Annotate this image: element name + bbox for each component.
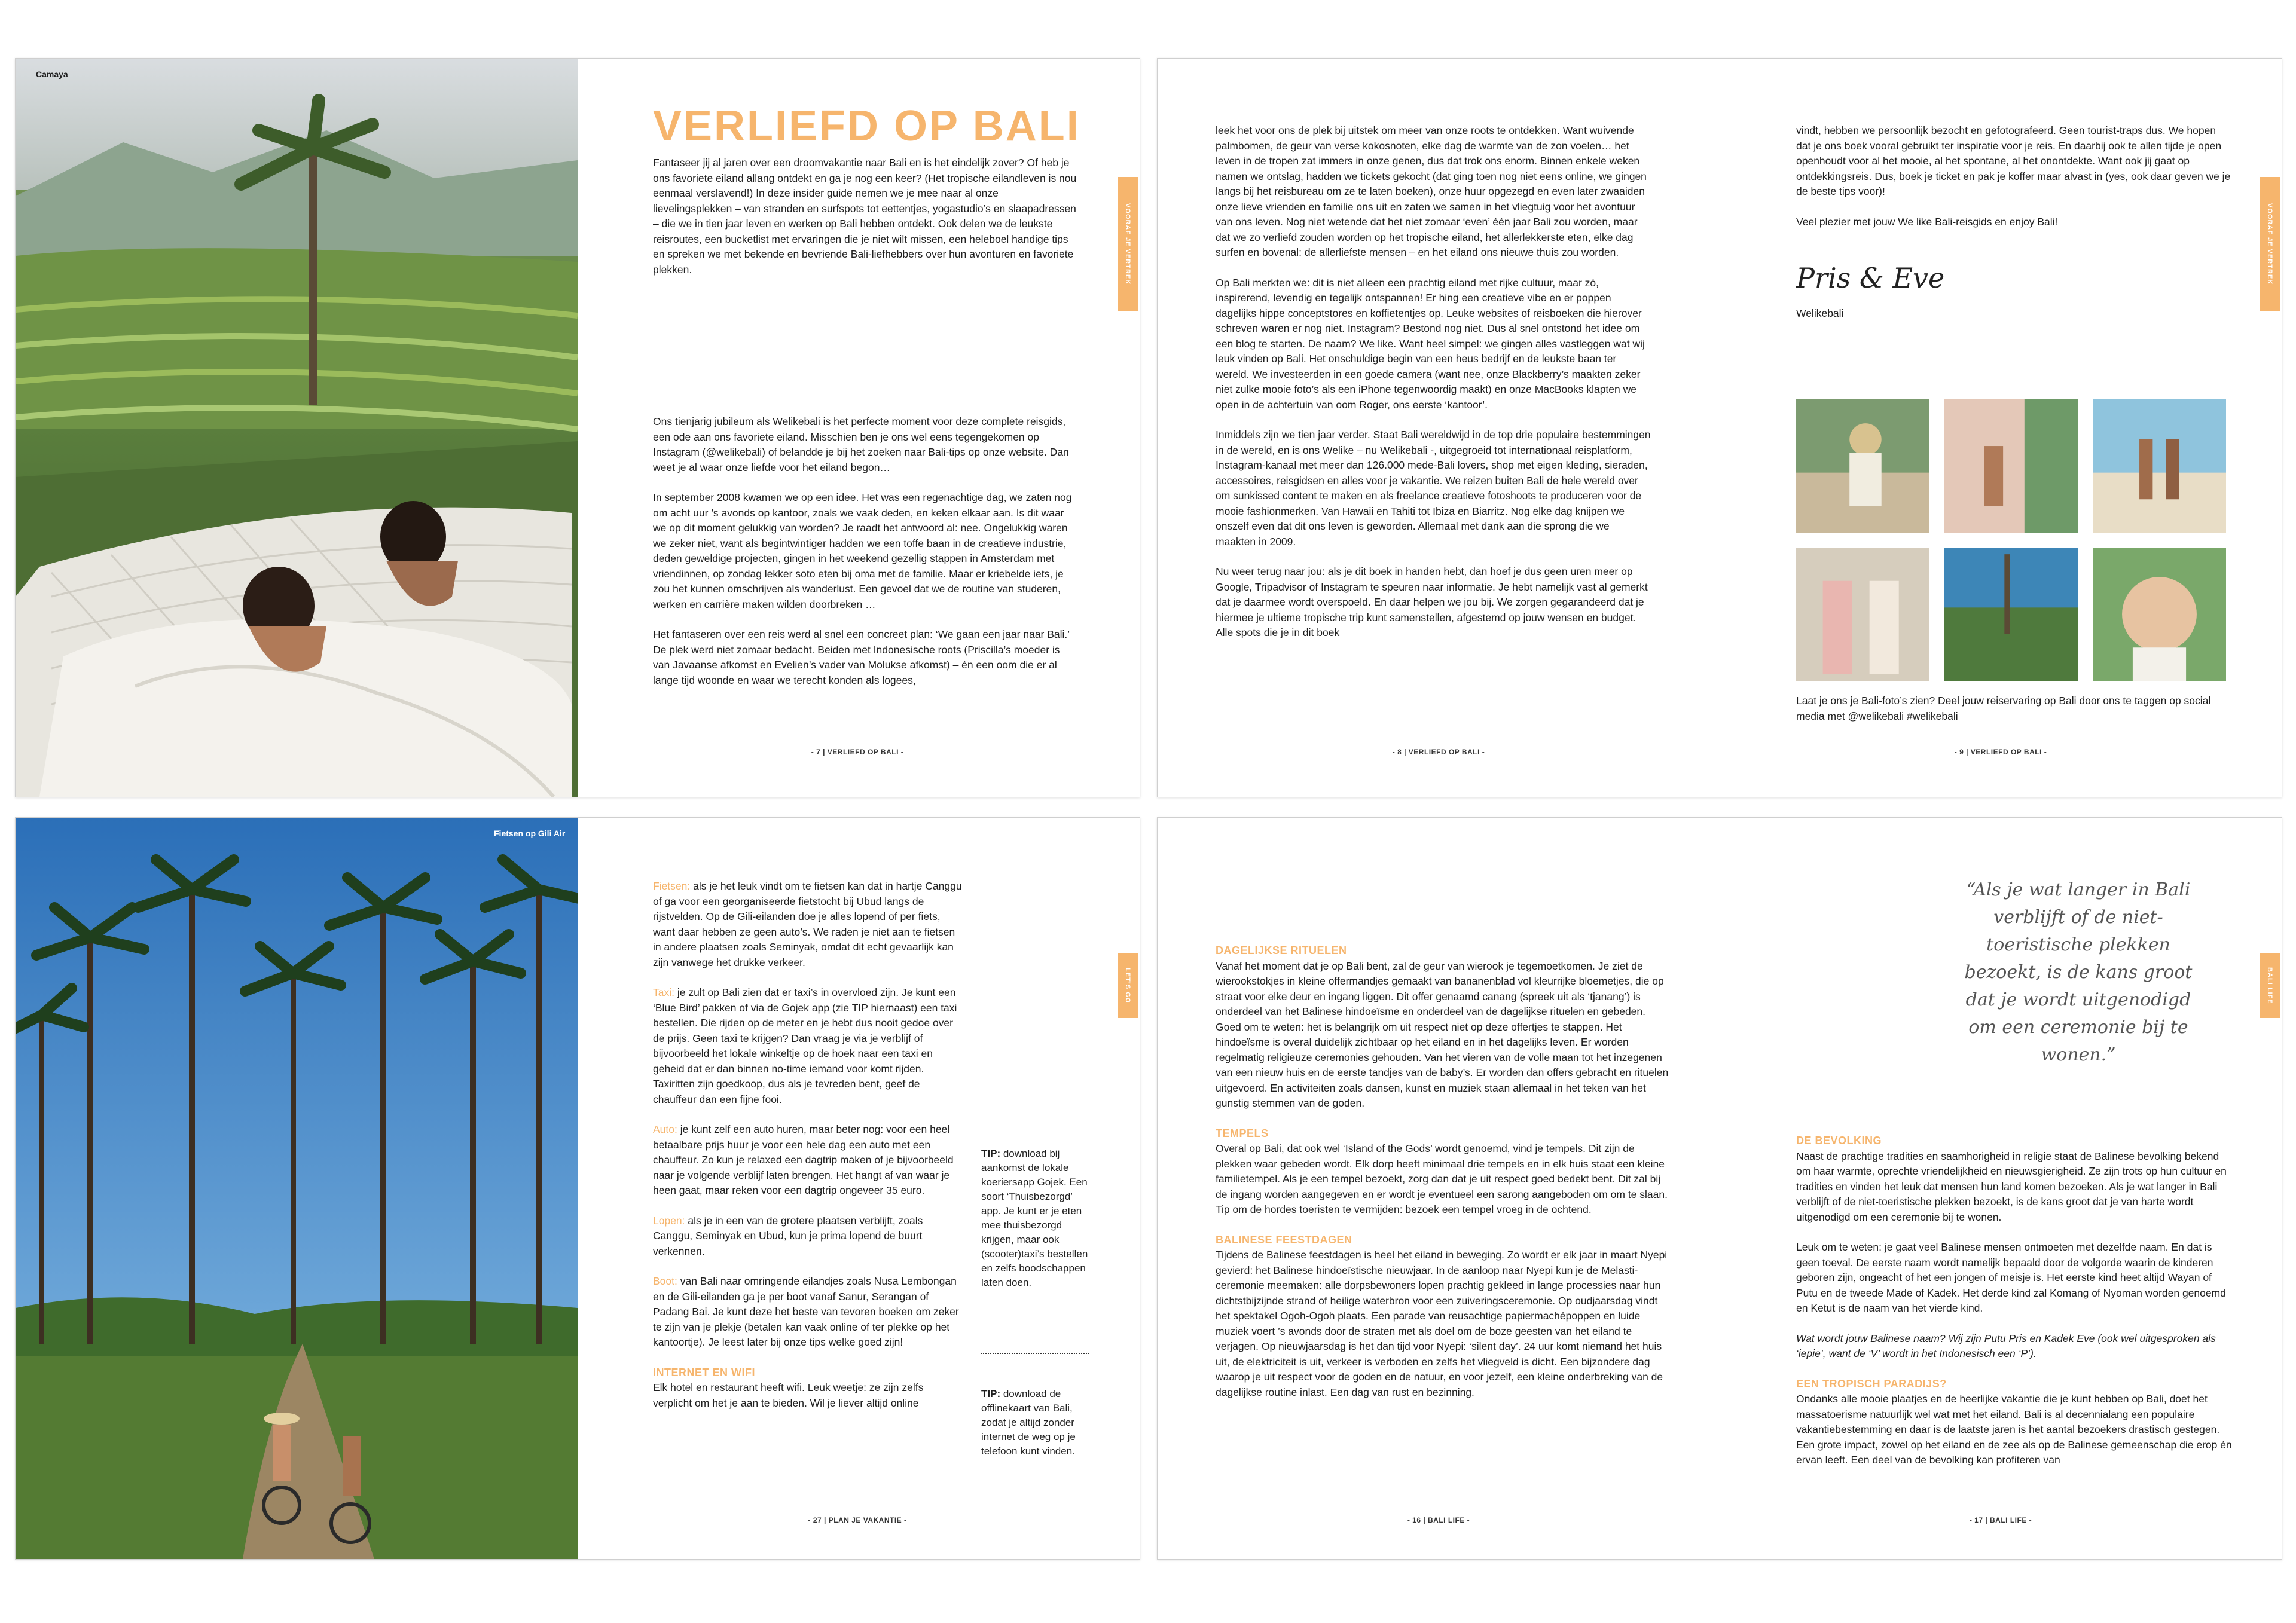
section-heading: DAGELIJKSE RITUELEN (1216, 945, 1347, 956)
paragraph: Ondanks alle mooie plaatjes en de heerlijke vakantie die je kunt hebben op Bali, doet het massatoerisme natuurlijk wel wat met het eiland. Bali is al decennialang een populaire vakantiebestemming en daar is de laatste jaren is het aantal bezoekers drastisch gestegen. Een grote impact, zowel op het eiland en de zee als op de Balinese gemeenschap die erop én ervan leeft. Een deel van de bevolking kan profiteren van (1796, 1393, 2232, 1466)
body-column-right (1796, 123, 2233, 244)
body-column-middle (1216, 123, 1652, 656)
paragraph: Overal op Bali, dat ook wel ‘Island of the Gods’ wordt genoemd, vind je tempels. Dit zijn de plekken waar gebeden wordt. Elk dorp heeft minimaal drie tempels en in elk huis staat een kleine familietempel. Als je een tempel bezoekt, zorg dan dat je uit respect goed bedekt bent. Dit zal bij de ingang worden aangegeven en er wordt je eventueel een sarong aangeboden om om te slaan. Tip om de hordes toeristen te vermijden: bezoek een tempel vroeg in de ochtend. (1216, 1142, 1668, 1215)
bali-life-left-column (1216, 943, 1670, 1415)
paragraph: Vanaf het moment dat je op Bali bent, zal de geur van wierook je tegemoetkomen. Je ziet de wierookstokjes in kleine offermandjes gemaakt van bananenblad vol kleurrijke bloemetjes, die op straat voor elke deur en ingang liggen. Dit offer genaamd canang (spreek uit als ‘tjanang’) is onderdeel van het Balinese hindoeïsme en onderdeel van de dagelijkse rituelen en gebeden. Goed om te weten: het is belangrijk om uit respect niet op deze offertjes te stappen. Het hindoeïsme is overal duidelijk zichtbaar op het eiland en in het dagelijks leven. Er worden regelmatig religieuze ceremonies gehouden. Van het vieren van de volle maan tot het inzegenen van een nieuw huis en de eerste tandjes van de baby’s. Er worden dan offers gebracht en rituelen uitgevoerd. En activiteiten zoals dansen, kunst en muziek staan allemaal in het teken van het gunstig stemmen van de goden. (1216, 959, 1669, 1109)
auto-keyword: Auto: (653, 1123, 677, 1135)
page-title: VERLIEFD OP BALI (653, 102, 1080, 150)
gallery-photo (2093, 548, 2226, 681)
intro-paragraph: Fantaseer jij al jaren over een droomvakantie naar Bali en is het eindelijk zover? Of heb je ons favoriete eiland allang ontdekt en ga je nog een keer? (Het tropische eilandleven is nou eenmaal verslavend!) In deze insider guide nemen we je mee naar al onze lievelingsplekken – van stranden en surfspots tot eettentjes, yogastudio’s en slaapadressen – die we in tien jaar leven en werken op Bali hebben ontdekt. Ook delen we de leukste reisroutes, een bucketlist met ervaringen die je niet wilt missen, een heleboel handige tips en spreken we met bekende en bevriende Bali-liefhebbers over hun avonturen en favoriete plekken. (653, 157, 1077, 276)
section-heading: TEMPELS (1216, 1127, 1269, 1139)
gallery-photo (1796, 548, 1929, 681)
boot-keyword: Boot: (653, 1275, 677, 1287)
boot-paragraph: Boot: van Bali naar omringende eilandjes zoals Nusa Lembongan en de Gili-eilanden ga je per boot vanaf Sanur, Serangan of Padang Bai. Je kunt deze het beste van tevoren boeken om zeker te zijn van je plekje (betalen kan vaak online of ter plekke op het kantoortje). Je leest later bij onze tips welke goed zijn! (653, 1275, 959, 1348)
paragraph: Naast de prachtige tradities en saamhorigheid in religie staat de Balinese bevolking bekend om haar warmte, oprechte vriendelijkheid en nieuwsgierigheid. Ze zijn trots op hun cultuur en tradities en vinden het leuk dat mensen hun land komen bezoeken. Als je wat langer in Bali verblijft of de niet-toeristische plekken bezoekt, is de kans groot dat je van harte wordt uitgenodigd om een ceremonie bij te wonen. (1796, 1150, 2227, 1223)
spread-verliefd-op-bali-right (1157, 58, 2282, 797)
lopen-paragraph: Lopen: als je in een van de grotere plaatsen verblijft, zoals Canggu, Seminyak en Ubud, kun je prima lopend de buurt verkennen. (653, 1214, 923, 1257)
fietsen-paragraph: Fietsen: als je het leuk vindt om te fietsen kan dat in hartje Canggu of ga voor een georganiseerde fietstocht bij Ubud langs de rijstvelden. Op de Gili-eilanden doe je alles lopend of per fiets, want daar hebben ze geen auto’s. We raden je niet aan te fietsen in andere plaatsen zoals Seminyak, omdat dit echt gevaarlijk kan zijn vanwege het drukke verkeer. (653, 880, 962, 968)
transport-column (653, 879, 964, 1426)
page-number-7: - 7 | VERLIEFD OP BALI - (811, 748, 904, 756)
spread-plan-je-vakantie (15, 817, 1140, 1560)
gallery-photo (1796, 399, 1929, 533)
cycling-gili-air-photo (16, 818, 578, 1559)
wifi-paragraph: Elk hotel en restaurant heeft wifi. Leuk weetje: ze zijn zelfs verplicht om het je aan te bieden. Wil je liever altijd online (653, 1381, 924, 1409)
body-column-left (653, 414, 1077, 703)
bali-life-right-column (1796, 1133, 2233, 1483)
rice-terrace-hammock-photo (16, 59, 578, 797)
section-tab: BALI LIFE (2260, 953, 2280, 1018)
auto-paragraph: Auto: je kunt zelf een auto huren, maar beter nog: voor een heel betaalbare prijs huur je voor een hele dag een auto met een chauffeur. Zo kun je relaxed een dagtrip maken of je bijvoorbeeld naar je volgende verblijf laten brengen. Het hangt af van waar je heen gaat, maar reken voor een dagtrip ongeveer 35 euro. (653, 1123, 954, 1196)
page-number-27: - 27 | PLAN JE VAKANTIE - (808, 1516, 907, 1524)
paragraph: Het fantaseren over een reis werd al snel een concreet plan: ‘We gaan een jaar naar Bali.’ De plek werd niet zomaar bedacht. Beiden met Indonesische roots (Priscilla’s moeder is van Javaanse afkomst en Evelien’s vader van Molukse afkomst) – én een oom die er al lange tijd woonde en waar we terecht konden als logees, (653, 628, 1070, 686)
gallery-photo (1944, 548, 2078, 681)
gallery-caption: Laat je ons je Bali-foto’s zien? Deel jouw reiservaring op Bali door ons te taggen op social media met @welikebali #welikebali (1796, 695, 2211, 722)
section-tab: LET’S GO (1118, 953, 1138, 1018)
section-heading: EEN TROPISCH PARADIJS? (1796, 1377, 1947, 1390)
gallery-photo (2093, 399, 2226, 533)
paragraph: Op Bali merkten we: dit is niet alleen een prachtig eiland met rijke cultuur, maar zó, inspirerend, levendig en tegelijk ontspannen! Er hing een creatieve vibe en er poppen dagelijks hippe conceptstores en koffietentjes op. Leuke websites of reisboeken die hierover schreven waren er nog niet. Instagram? Bestond nog niet. Dus al snel ontstond het idee om een blog te starten. De naam? We like. Want heel simpel: we gingen alles vastleggen wat wij leuk vinden op Bali. Het onschuldige begin van een heus bedrijf en de leukste baan ter wereld. We investeerden in een goede camera (want nee, onze Blackberry’s maakten zeker niet zulke mooie foto’s als een iPhone tegenwoordig maakt) en onze MacBooks klapten we open in de achtertuin van oom Roger, ons eerste ‘kantoor’. (1216, 276, 1645, 411)
tip-offline-map: TIP: download de offlinekaart van Bali, zodat je altijd zonder internet de weg op je telefoon kunt vinden. (981, 1388, 1076, 1457)
paragraph: Ons tienjarig jubileum als Welikebali is het perfecte moment voor deze complete reisgids, een ode aan ons favoriete eiland. Misschien ben je ons wel eens tegengekomen op Instagram (@welikebali) of belandde je bij het zoeken naar Bali-tips op onze website. Dan weet je al waar onze liefde voor het eiland begon… (653, 415, 1069, 473)
gallery-photo (1944, 399, 2078, 533)
instagram-photo-grid (1796, 399, 2226, 681)
page-number-8: - 8 | VERLIEFD OP BALI - (1392, 748, 1485, 756)
tip-label: TIP: (981, 1148, 1001, 1159)
page-number-9: - 9 | VERLIEFD OP BALI - (1954, 748, 2047, 756)
photo-caption: Camaya (36, 69, 68, 79)
paragraph: Inmiddels zijn we tien jaar verder. Staat Bali wereldwijd in de top drie populaire bestemmingen in de wereld, en is ons Welike – nu Welikebali -, uitgegroeid tot internationaal reisplatform, Instagram-kanaal met meer dan 126.000 mede-Bali lovers, shop met eigen kleding, sieraden, accessoires, reisgidsen en alles voor je vakantie. We reizen buiten Bali de hele wereld over om sunkissed content te maken en als freelance creatieve fotoshoots te produceren voor de mooie fashionmerken. Van Hawaii en Tahiti tot Ibiza en Biarritz. Nog elke dag knijpen we onszelf even dat dit ons leven is geworden. Allemaal met dank aan die sprong die we maakten in 2009. (1216, 429, 1651, 548)
page-number-16: - 16 | BALI LIFE - (1407, 1516, 1470, 1524)
section-tab: VOORAF JE VERTREK (1118, 177, 1138, 311)
paragraph-italic: Wat wordt jouw Balinese naam? Wij zijn Putu Pris en Kadek Eve (ook wel uitgesproken als ‘iepie’, want de ‘V’ wordt in het Indonesisch een ‘P’). (1796, 1332, 2216, 1359)
section-heading: DE BEVOLKING (1796, 1135, 1882, 1147)
page-number-17: - 17 | BALI LIFE - (1969, 1516, 2032, 1524)
spread-verliefd-op-bali-left (15, 58, 1140, 797)
signature-subtitle: Welikebali (1796, 307, 1844, 319)
taxi-keyword: Taxi: (653, 986, 674, 998)
paragraph: In september 2008 kwamen we op een idee. Het was een regenachtige dag, we zaten nog om acht uur ’s avonds op kantoor, zoals we vaak deden, en keken elkaar aan. Is dit waar we op dit moment gelukkig van worden? Je raadt het antwoord al: nee. Ongelukkig waren we zeker niet, want als begintwintiger hadden we een toffe baan in de creatieve industrie, deden geweldige projecten, gingen in het weekend gezellig stappen in Amsterdam met vriendinnen, op zondag lekker soto eten bij oma met de familie. Maar er kriebelde iets, je zou het kunnen omschrijven als wanderlust. Een gevoel dat we de routine van studeren, werken en carrière maken wilden doorbreken … (653, 491, 1072, 610)
paragraph: Tijdens de Balinese feestdagen is heel het eiland in beweging. Zo wordt er elk jaar in maart Nyepi gevierd: het Balinese hindoeïstische nieuwjaar. In de aanloop naar Nyepi kun je de Melasti-ceremonie meemaken: alle dorpsbewoners lopen prachtig gekleed in lange processies naar hun dichtstbijzijnde strand of heilige waterbron voor een zuiveringsceremonie. Op oudjaarsdag vindt het spektakel Ogoh-Ogoh plaats. Een parade van reusachtige papiermachépoppen en luide muziek voert ’s avonds door de straten met als doel om de boze geesten van het eiland te verjagen. Op nieuwjaarsdag is het dan tijd voor Nyepi: ‘silent day’. 24 uur komt niemand het huis uit, de elektriciteit is uit, verkeer is verboden en zelfs het vliegveld is dicht. Een bijzondere dag waarop je uit respect voor de goden en de natuur, en voor jezelf, een kleine onderbreking van de dagelijkse routine inlast. Een dag van rust en bezinning. (1216, 1249, 1668, 1398)
lopen-keyword: Lopen: (653, 1214, 685, 1227)
photo-caption: Fietsen op Gili Air (494, 829, 566, 838)
pull-quote: “Als je wat langer in Bali verblijft of de niet-toeristische plekken bezoekt, is de kans groot dat je wordt uitgenodigd om een ceremonie bij te wonen.” (1964, 879, 2193, 1065)
paragraph: vindt, hebben we persoonlijk bezocht en gefotografeerd. Geen tourist-traps dus. We hopen dat je ons boek vooral gebruikt ter inspiratie voor je reis. En daarbij ook te allen tijde je open openhoudt voor al het mooie, al het spontane, al het onontdekte. Want ook jij gaat op ontdekkingsreis. Dus, boek je ticket en pak je koffer maar alvast in (yes, ook daar geven we je de beste tips voor)! (1796, 124, 2231, 197)
spread-bali-life (1157, 817, 2282, 1560)
section-heading: BALINESE FEESTDAGEN (1216, 1233, 1352, 1246)
fietsen-keyword: Fietsen: (653, 880, 691, 892)
section-tab: VOORAF JE VERTREK (2260, 177, 2280, 311)
tip-divider (981, 1353, 1089, 1354)
tip-gojek: TIP: download bij aankomst de lokale koeriersapp Gojek. Een soort ‘Thuisbezorgd’ app. Je kunt er je eten mee thuisbezorgd krijgen, maar ook (scooter)taxi’s bestellen en zelfs boodschappen laten doen. (981, 1148, 1088, 1288)
section-heading: INTERNET EN WIFI (653, 1366, 755, 1379)
taxi-paragraph: Taxi: je zult op Bali zien dat er taxi’s in overvloed zijn. Je kunt een ‘Blue Bird’ pakken of via de Gojek app (zie TIP hiernaast) een taxi bestellen. Die rijden op de meter en je hebt dus nooit gedoe over de prijs. Geen taxi te krijgen? Dan vraag je via je verblijf of bijvoorbeeld het lokale winkeltje op de hoek naar een taxi en geheid dat er dan binnen no-time iemand voor komt rijden. Taxiritten zijn goedkoop, dus als je tevreden bent, geef de chauffeur dan een fijne fooi. (653, 986, 957, 1105)
signature-pris-eve: Pris & Eve (1796, 262, 1945, 294)
tip-label: TIP: (981, 1388, 1001, 1399)
paragraph: leek het voor ons de plek bij uitstek om meer van onze roots te ontdekken. Want wuivende palmbomen, de geur van verse kokosnoten, elke dag de warmte van de zon voelen… het leven in de tropen zat immers in onze genen, dus dat trok ons enorm. Binnen enkele weken namen we ontslag, hadden we tickets gekocht (dat ging toen nog niet eens online, we gingen langs bij het reisbureau om ze te laten boeken), onze huur opgezegd en even later zwaaiden onze lieve vrienden en familie ons uit en zaten we samen in het vliegtuig voor het avontuur van ons leven. Nog niet wetende dat het niet zomaar ‘even’ één jaar Bali zou worden, maar dat we zo verliefd zouden worden op het tropische eiland, het allerlekkerste eten, elke dag surfen en bovenal: de allerliefste mensen – en het eiland ons nieuwe thuis zou worden. (1216, 124, 1647, 258)
paragraph: Veel plezier met jouw We like Bali-reisgids en enjoy Bali! (1796, 215, 2058, 228)
paragraph: Nu weer terug naar jou: als je dit boek in handen hebt, dan hoef je dus geen uren meer op Google, Tripadvisor of Instagram te speuren naar informatie. Je hebt namelijk vast al gemerkt dat je daarmee wordt overspoeld. En daar helpen we jou bij. We zorgen gegarandeerd dat je hiermee je ultieme tropische trip kunt samenstellen, afgestemd op jouw wensen en budget. Alle spots die je in dit boek (1216, 566, 1648, 638)
paragraph: Leuk om te weten: je gaat veel Balinese mensen ontmoeten met dezelfde naam. En dat is geen toeval. De eerste naam wordt namelijk bepaald door de volgorde waarin de kinderen geboren zijn, ongeacht of het een jongen of meisje is. Het eerste kind heet altijd Wayan of Putu en de tweede Made of Kadek. Het derde kind zal Komang of Nyoman worden genoemd en Ketut is de naam van het vierde kind. (1796, 1241, 2226, 1314)
